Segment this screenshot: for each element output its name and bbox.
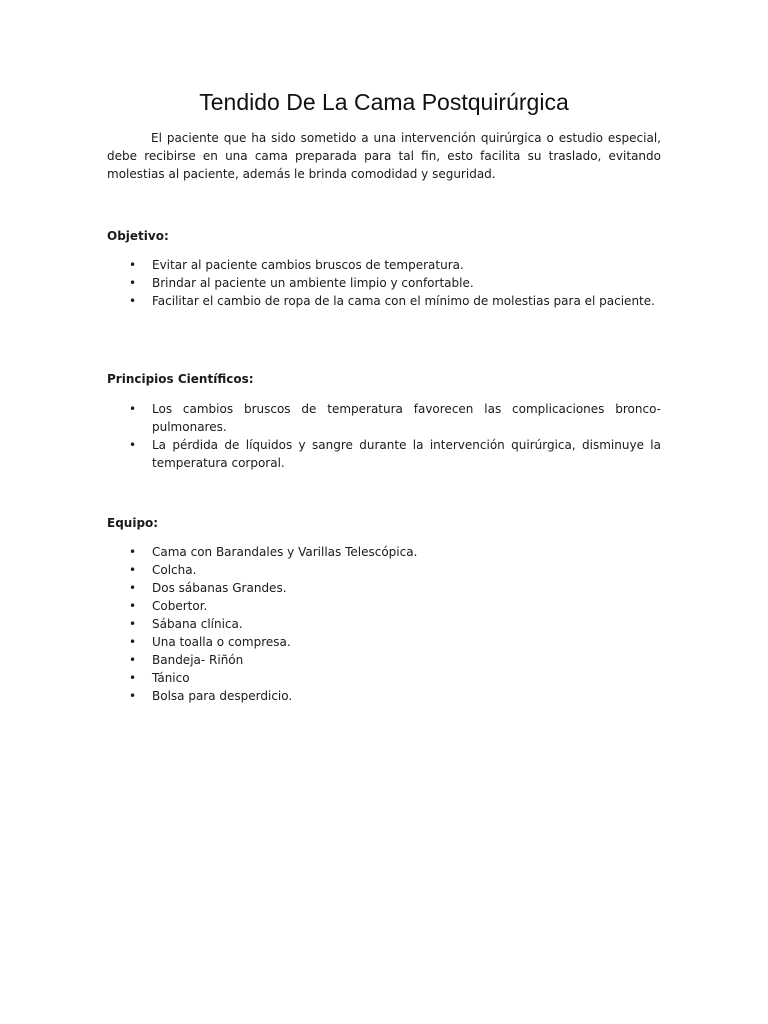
list-item: • La pérdida de líquidos y sangre durante la intervención quirúrgica, disminuye la temperatura corporal. xyxy=(129,438,661,470)
bullet-icon: • xyxy=(129,545,137,559)
bullet-icon: • xyxy=(129,617,137,631)
bullet-icon: • xyxy=(129,671,137,685)
bullet-icon: • xyxy=(129,258,137,272)
section-heading-equipo: Equipo: xyxy=(107,516,159,530)
list-equipo xyxy=(107,543,661,705)
bullet-icon: • xyxy=(129,689,137,703)
page-title: Tendido De La Cama Postquirúrgica xyxy=(199,89,569,115)
bullet-icon: • xyxy=(129,563,137,577)
bullet-icon: • xyxy=(129,599,137,613)
list-item: • Dos sábanas Grandes. xyxy=(129,581,287,595)
section-heading-objetivo: Objetivo: xyxy=(107,229,169,243)
list-item: • Una toalla o compresa. xyxy=(129,635,291,649)
bullet-icon: • xyxy=(129,294,137,308)
list-principios xyxy=(107,400,661,472)
bullet-icon: • xyxy=(129,276,137,290)
intro-paragraph: El paciente que ha sido sometido a una intervención quirúrgica o estudio especial, debe recibirse en una cama preparada para tal fin, esto facilita su traslado, evitando molestias al paciente, además le brinda comodidad y seguridad. xyxy=(107,131,661,181)
list-item: • Evitar al paciente cambios bruscos de temperatura. xyxy=(129,258,464,272)
list-item: • Facilitar el cambio de ropa de la cama con el mínimo de molestias para el paciente. xyxy=(129,294,655,308)
section-heading-principios: Principios Científicos: xyxy=(107,372,254,386)
bullet-icon: • xyxy=(129,402,137,416)
list-item: • Cobertor. xyxy=(129,599,208,613)
list-item: • Cama con Barandales y Varillas Telescópica. xyxy=(129,545,418,559)
list-item: • Los cambios bruscos de temperatura favorecen las complicaciones bronco-pulmonares. xyxy=(129,402,661,434)
list-item: • Tánico xyxy=(129,671,190,685)
list-item: • Colcha. xyxy=(129,563,197,577)
bullet-icon: • xyxy=(129,438,137,452)
list-item: • Bandeja- Riñón xyxy=(129,653,244,667)
bullet-icon: • xyxy=(129,581,137,595)
bullet-icon: • xyxy=(129,653,137,667)
list-item: • Brindar al paciente un ambiente limpio y confortable. xyxy=(129,276,474,290)
list-item: • Sábana clínica. xyxy=(129,617,243,631)
bullet-icon: • xyxy=(129,635,137,649)
list-objetivo xyxy=(107,256,661,310)
list-item: • Bolsa para desperdicio. xyxy=(129,689,293,703)
